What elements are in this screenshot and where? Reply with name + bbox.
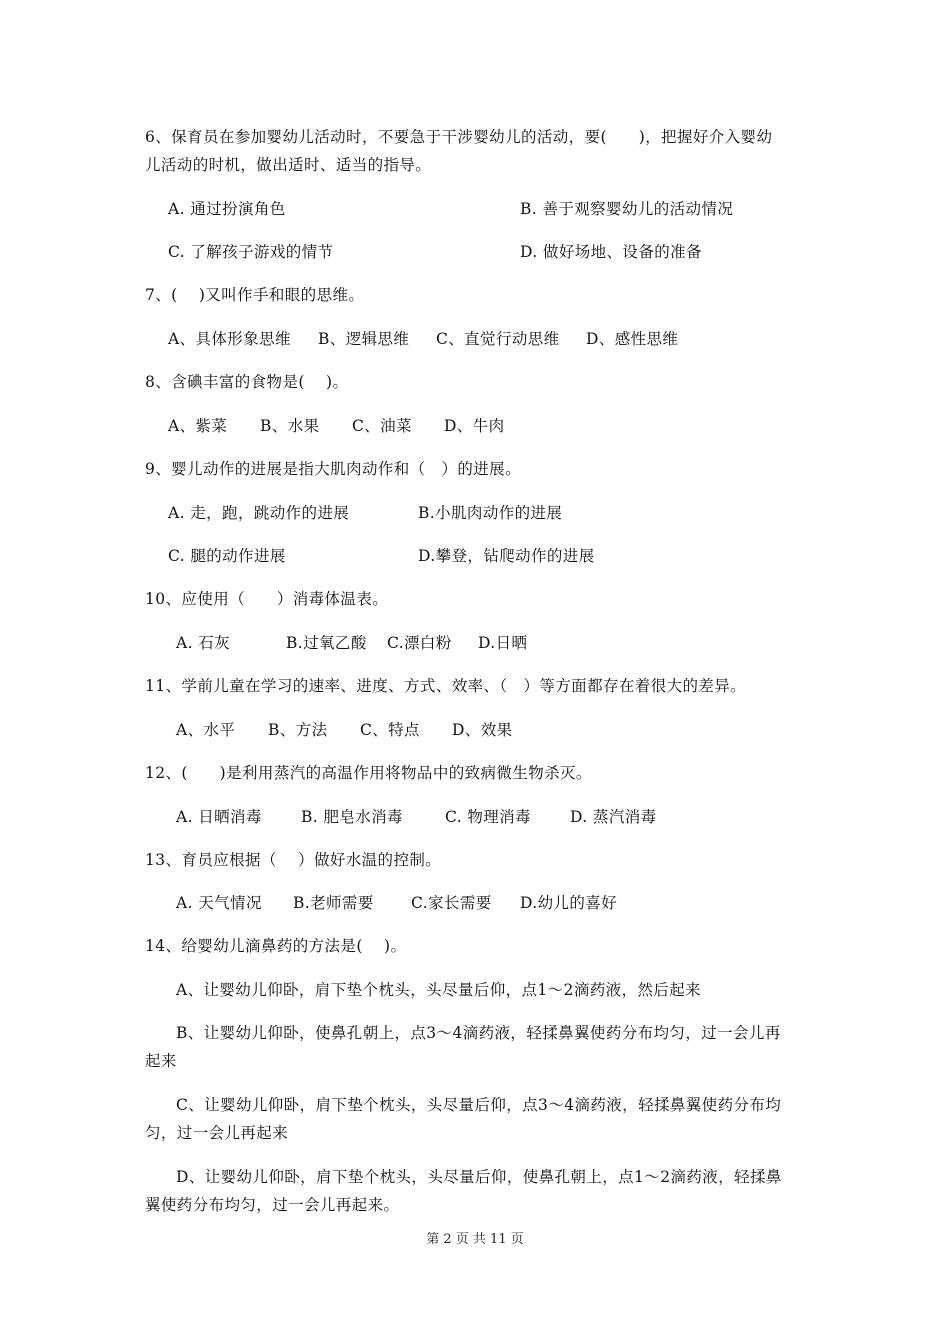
q7-option-b: B、逻辑思维: [318, 330, 410, 348]
q13-option-c: C.家长需要: [411, 894, 492, 912]
q14-stem: 14、给婴幼儿滴鼻药的方法是( )。: [145, 937, 407, 955]
q13-option-b: B.老师需要: [293, 894, 374, 912]
q11-option-a: A、水平: [176, 721, 236, 739]
q11-stem: 11、学前儿童在学习的速率、进度、方式、效率、（ ）等方面都存在着很大的差异。: [145, 677, 747, 695]
q12-option-c: C. 物理消毒: [445, 808, 531, 826]
q12-stem: 12、( )是利用蒸汽的高温作用将物品中的致病微生物杀灭。: [145, 764, 592, 782]
q10-option-a: A. 石灰: [176, 634, 231, 652]
q11-option-c: C、特点: [360, 721, 420, 739]
q14-option-b-line2: 起来: [145, 1052, 177, 1070]
q7-option-a: A、具体形象思维: [168, 330, 291, 348]
q7-stem: 7、( )又叫作手和眼的思维。: [145, 286, 365, 304]
q14-option-c-line1: C、让婴幼儿仰卧，肩下垫个枕头，头尽量后仰，点3～4滴药液，轻揉鼻翼使药分布均: [176, 1096, 782, 1114]
q12-option-a: A. 日晒消毒: [176, 808, 262, 826]
q7-option-c: C、直觉行动思维: [436, 330, 560, 348]
page-number-footer: 第 2 页 共 11 页: [426, 1232, 524, 1247]
q12-option-b: B. 肥皂水消毒: [301, 808, 403, 826]
q7-option-d: D、感性思维: [586, 330, 679, 348]
q8-option-b: B、水果: [260, 417, 320, 435]
q14-option-b-line1: B、让婴幼儿仰卧，使鼻孔朝上，点3～4滴药液，轻揉鼻翼使药分布均匀，过一会儿再: [176, 1024, 781, 1042]
q13-stem: 13、育员应根据（ ）做好水温的控制。: [145, 851, 442, 869]
q10-option-d: D.日晒: [478, 634, 528, 652]
q9-option-b: B.小肌肉动作的进展: [418, 504, 563, 522]
q10-stem: 10、应使用（ ）消毒体温表。: [145, 590, 389, 608]
q6-option-d: D. 做好场地、设备的准备: [520, 243, 702, 261]
q9-stem: 9、婴儿动作的进展是指大肌肉动作和（ ）的进展。: [145, 460, 521, 478]
q8-option-a: A、紫菜: [168, 417, 228, 435]
q6-stem-line1: 6、保育员在参加婴幼儿活动时，不要急于干涉婴幼儿的活动，要( )，把握好介入婴幼: [145, 128, 773, 146]
q6-stem-line2: 儿活动的时机，做出适时、适当的指导。: [145, 156, 432, 174]
q8-stem: 8、含碘丰富的食物是( )。: [145, 373, 349, 391]
q11-option-b: B、方法: [268, 721, 328, 739]
q6-option-c: C. 了解孩子游戏的情节: [168, 243, 334, 261]
q9-option-c: C. 腿的动作进展: [168, 547, 286, 565]
q14-option-c-line2: 匀，过一会儿再起来: [145, 1124, 289, 1142]
q13-option-d: D.幼儿的喜好: [520, 894, 618, 912]
q6-option-a: A. 通过扮演角色: [168, 200, 286, 218]
q14-option-a: A、让婴幼儿仰卧，肩下垫个枕头，头尽量后仰，点1～2滴药液，然后起来: [176, 981, 702, 999]
q9-option-d: D.攀登，钻爬动作的进展: [418, 547, 595, 565]
q6-option-b: B. 善于观察婴幼儿的活动情况: [520, 200, 734, 218]
q12-option-d: D. 蒸汽消毒: [570, 808, 657, 826]
q11-option-d: D、效果: [452, 721, 513, 739]
q14-option-d-line2: 翼使药分布均匀，过一会儿再起来。: [145, 1196, 400, 1214]
q9-option-a: A. 走，跑，跳动作的进展: [168, 504, 350, 522]
q8-option-d: D、牛肉: [444, 417, 505, 435]
q10-option-c: C.漂白粉: [387, 634, 452, 652]
q13-option-a: A. 天气情况: [176, 894, 262, 912]
q8-option-c: C、油菜: [352, 417, 412, 435]
q14-option-d-line1: D、让婴幼儿仰卧，肩下垫个枕头，头尽量后仰，使鼻孔朝上，点1～2滴药液，轻揉鼻: [176, 1168, 782, 1186]
q10-option-b: B.过氧乙酸: [286, 634, 367, 652]
